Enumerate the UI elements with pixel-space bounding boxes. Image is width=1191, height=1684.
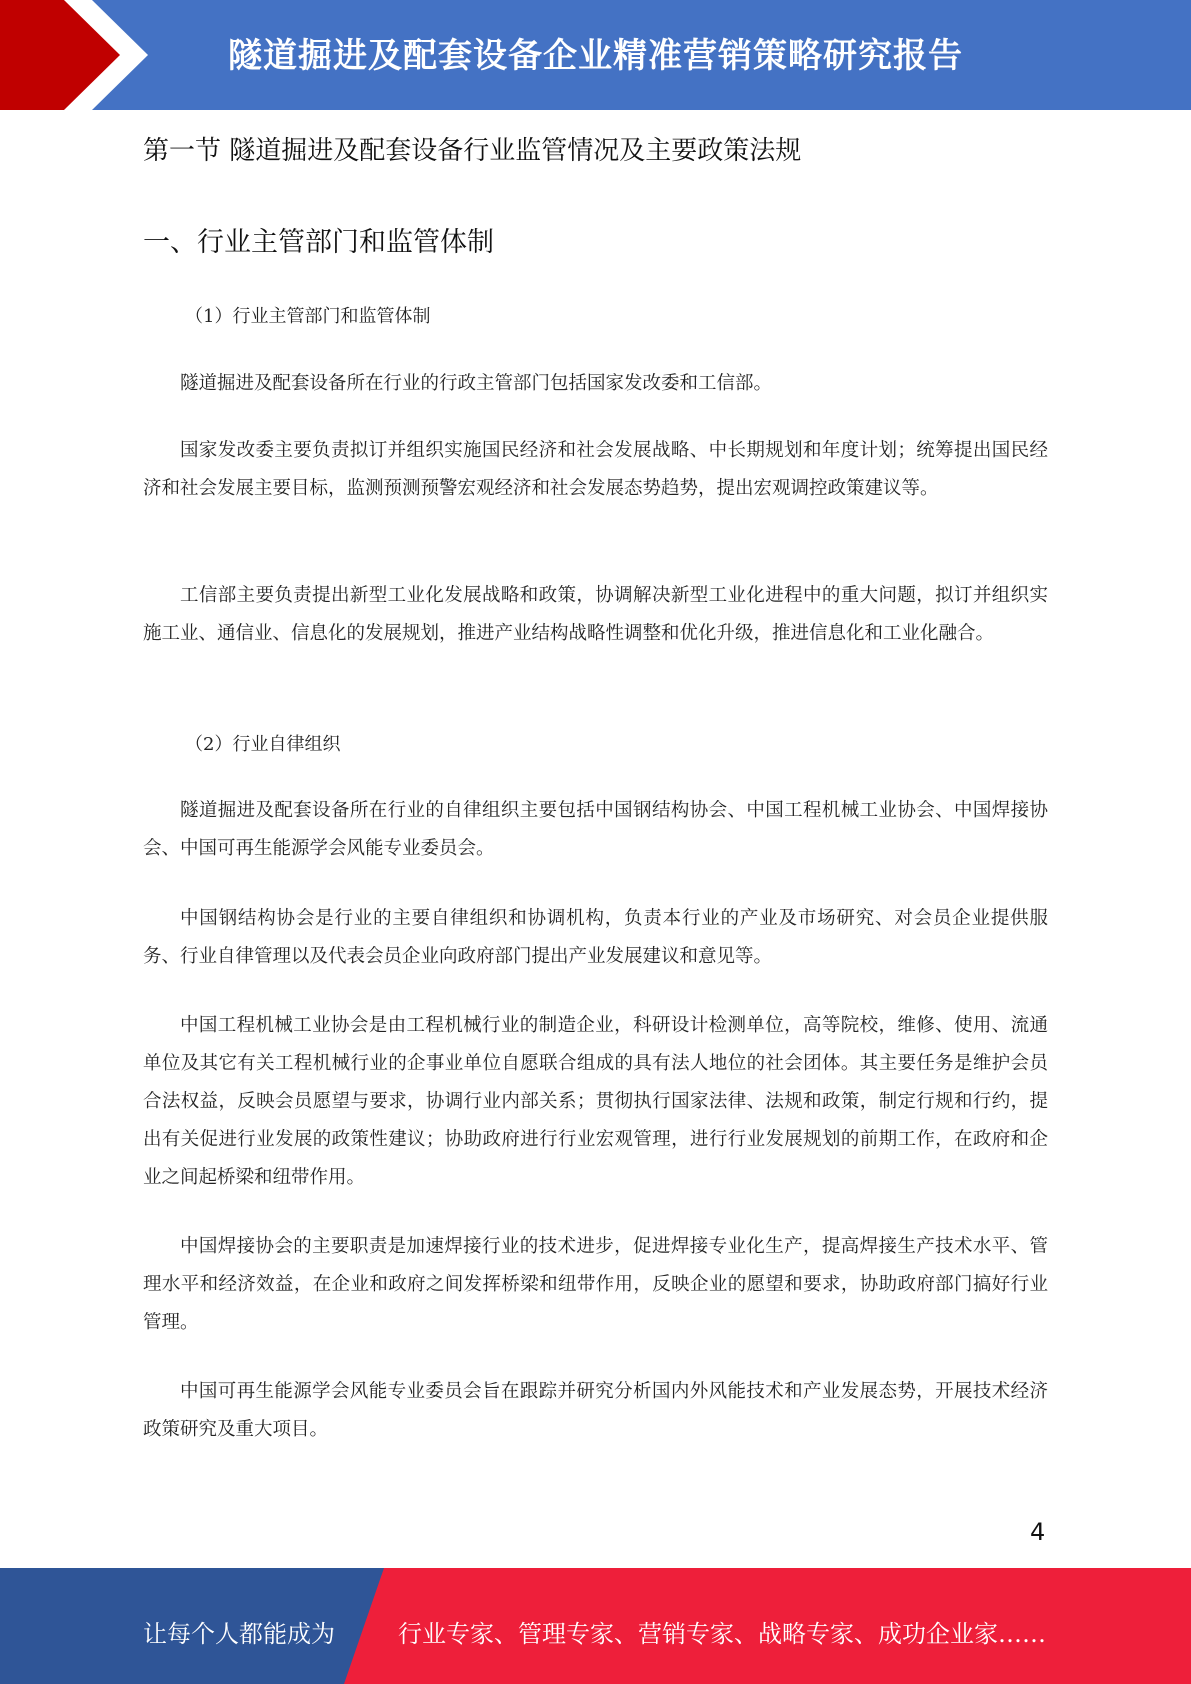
paragraph-welding-association: 中国焊接协会的主要职责是加速焊接行业的技术进步，促进焊接专业化生产，提高焊接生产技术水平、管理水平和经济效益，在企业和政府之间发挥桥梁和纽带作用，反映企业的愿望和要求，协助政府部门搞好行业管理。 [143, 1236, 1048, 1333]
paragraph-wind-energy-committee: 中国可再生能源学会风能专业委员会旨在跟踪并研究分析国内外风能技术和产业发展态势，开展技术经济政策研究及重大项目。 [143, 1381, 1048, 1440]
paragraph-miit: 工信部主要负责提出新型工业化发展战略和政策，协调解决新型工业化进程中的重大问题，拟订并组织实施工业、通信业、信息化的发展规划，推进产业结构战略性调整和优化升级，推进信息化和工业化融合。 [143, 585, 1048, 644]
paragraph-authorities: 隧道掘进及配套设备所在行业的行政主管部门包括国家发改委和工信部。 [180, 373, 773, 394]
report-title: 隧道掘进及配套设备企业精准营销策略研究报告 [228, 36, 963, 76]
header-banner [0, 0, 1191, 110]
paragraph-steel-association: 中国钢结构协会是行业的主要自律组织和协调机构，负责本行业的产业及市场研究、对会员企业提供服务、行业自律管理以及代表会员企业向政府部门提出产业发展建议和意见等。 [143, 908, 1048, 967]
footer-banner [0, 1568, 1191, 1684]
heading-regulatory-system: 一、行业主管部门和监管体制 [143, 227, 494, 258]
subheading-self-regulatory: （2）行业自律组织 [185, 734, 341, 755]
paragraph-ndrc: 国家发改委主要负责拟订并组织实施国民经济和社会发展战略、中长期规划和年度计划；统筹提出国民经济和社会发展主要目标，监测预测预警宏观经济和社会发展态势趋势，提出宏观调控政策建议等。 [143, 440, 1048, 499]
footer-slogan-right: 行业专家、管理专家、营销专家、战略专家、成功企业家…… [398, 1620, 1046, 1648]
page-number: 4 [1030, 1518, 1046, 1546]
footer-slogan-left: 让每个人都能成为 [143, 1620, 335, 1648]
paragraph-self-regulatory-orgs: 隧道掘进及配套设备所在行业的自律组织主要包括中国钢结构协会、中国工程机械工业协会、中国焊接协会、中国可再生能源学会风能专业委员会。 [143, 800, 1048, 859]
section-title: 第一节 隧道掘进及配套设备行业监管情况及主要政策法规 [143, 136, 802, 166]
subheading-authorities: （1）行业主管部门和监管体制 [185, 306, 431, 327]
paragraph-construction-machinery-association: 中国工程机械工业协会是由工程机械行业的制造企业，科研设计检测单位，高等院校，维修、使用、流通单位及其它有关工程机械行业的企事业单位自愿联合组成的具有法人地位的社会团体。其主要任务是维护会员合法权益，反映会员愿望与要求，协调行业内部关系；贯彻执行国家法律、法规和政策，制定行规和行约，提出有关促进行业发展的政策性建议；协助政府进行行业宏观管理，进行行业发展规划的前期工作，在政府和企业之间起桥梁和纽带作用。 [143, 1015, 1048, 1188]
